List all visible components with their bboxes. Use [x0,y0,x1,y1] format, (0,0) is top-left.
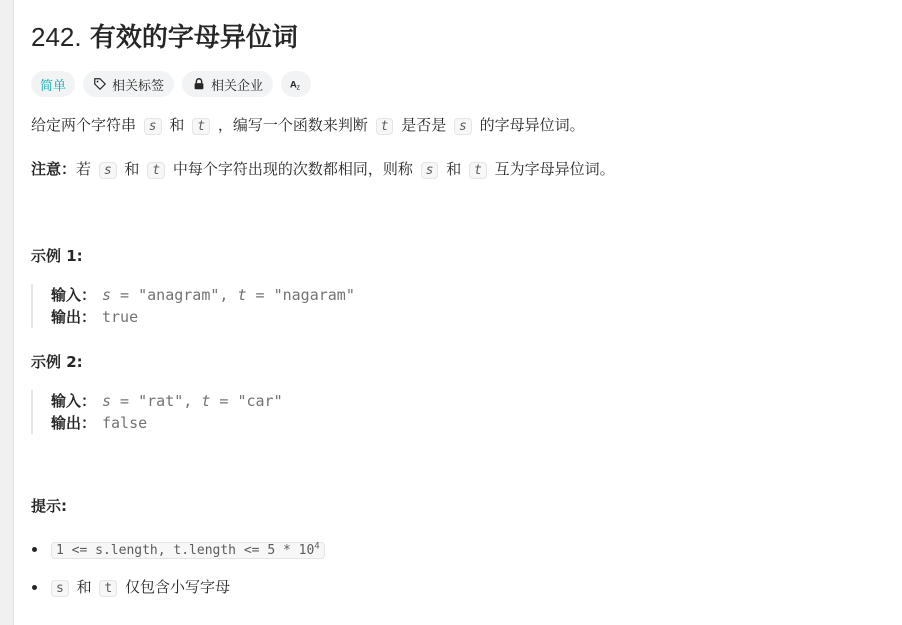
var-t: t [147,162,165,179]
example-output: false [102,414,148,432]
output-label: 输出： [51,308,97,326]
var-t: t [469,162,487,179]
note-paragraph [31,157,882,183]
note-text: 中每个字符出现的次数都相同，则称 [172,160,413,178]
svg-text:A: A [289,79,297,91]
left-panel-edge [0,0,14,625]
constraints-title: 提示: [31,497,67,515]
note-text: 和 [446,160,462,178]
example-input: s = "rat", t = "car" [102,392,283,410]
translate-button[interactable] [281,71,311,97]
var-t: t [99,580,117,597]
note-text: 和 [124,160,140,178]
constraint-text: 和 [76,578,92,596]
desc-text: 和 [169,116,185,134]
var-t: t [376,118,394,135]
constraint-code: 1 <= s.length, t.length <= $5 * 10^4$ [51,542,325,559]
desc-text: 的字母异位词。 [479,116,585,134]
related-companies-label: 相关企业 [211,78,264,94]
var-s: s [99,162,117,179]
constraint-item [48,537,882,563]
tag-bar [31,71,882,97]
note-text: 若 [76,160,92,178]
related-tags-label: 相关标签 [112,78,165,94]
var-s: s [421,162,439,179]
var-s: s [144,118,162,135]
output-label: 输出： [51,414,97,432]
desc-text: 给定两个字符串 [31,116,137,134]
example-1-title: 示例 1: [31,247,83,265]
example-input: s = "anagram", t = "nagaram" [102,286,355,304]
example-output: true [102,308,139,326]
example-2-block [31,390,882,434]
problem-number: 242. [31,22,82,52]
note-label: 注意： [31,160,77,178]
related-tags-button[interactable] [83,71,174,97]
example-2-title: 示例 2: [31,353,83,371]
note-text: 互为字母异位词。 [494,160,615,178]
input-label: 输入： [51,392,97,410]
constraint-item [48,575,882,601]
var-s: s [51,580,69,597]
description-paragraph [31,113,882,139]
input-label: 输入： [51,286,97,304]
constraints-list [31,537,882,601]
example-1-block [31,284,882,328]
desc-text: 是否是 [401,116,447,134]
svg-text:z: z [296,84,300,91]
related-companies-button[interactable] [182,71,273,97]
problem-title[interactable] [31,20,882,55]
problem-description [31,0,882,613]
lock-icon [192,77,206,91]
constraint-text: 仅包含小写字母 [125,578,231,596]
var-t: t [192,118,210,135]
var-s: s [454,118,472,135]
tag-icon [93,77,107,91]
difficulty-badge: 简单 [31,71,75,97]
desc-text: ，编写一个函数来判断 [217,116,368,134]
translate-icon [289,77,303,91]
problem-name: 有效的字母异位词 [89,23,298,53]
